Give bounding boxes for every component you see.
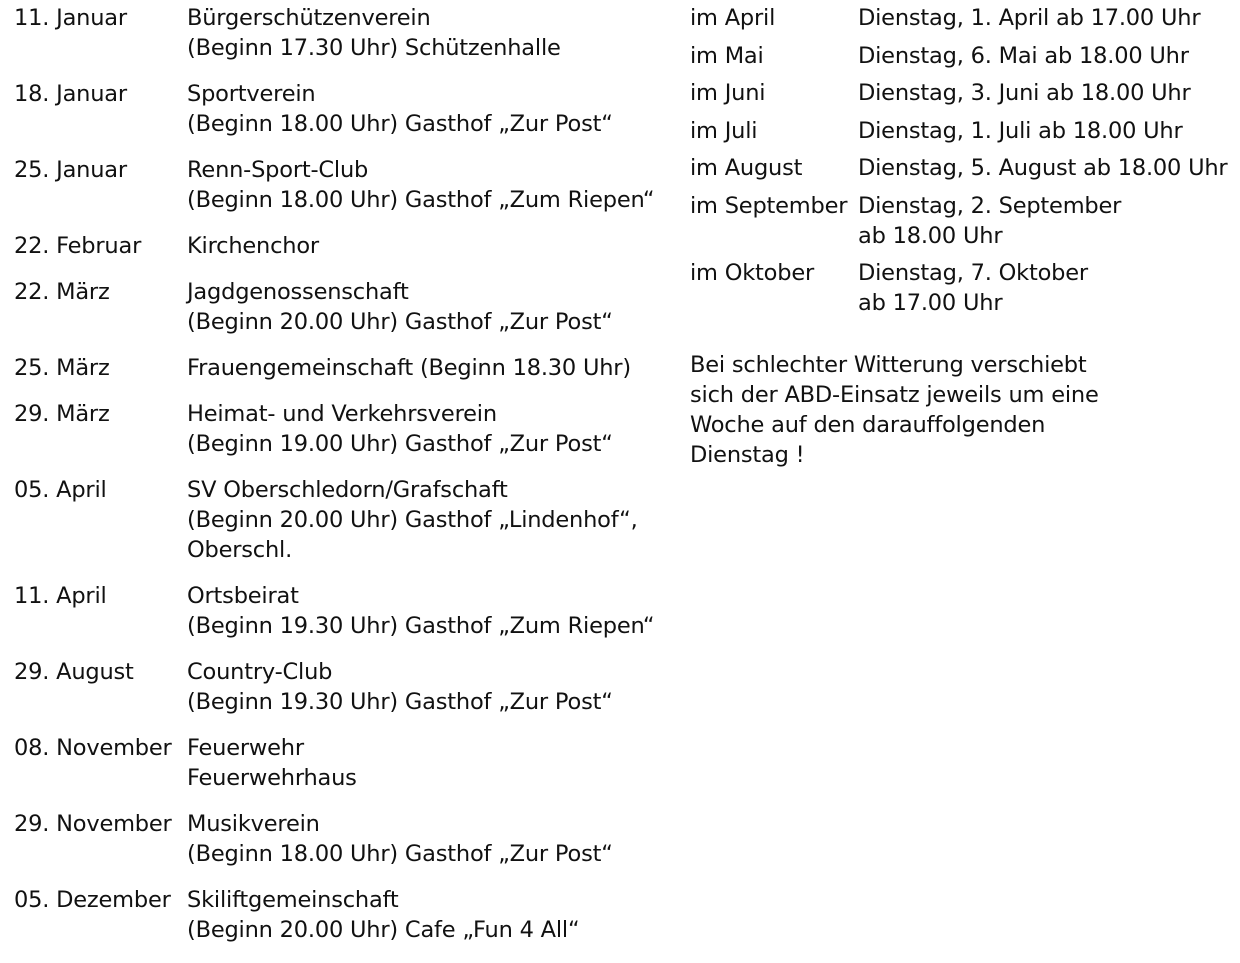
event-line: Bürgerschützenverein [187, 5, 431, 31]
event-date: 08. November [14, 735, 172, 761]
event-line: (Beginn 20.00 Uhr) Cafe „Fun 4 All“ [187, 917, 580, 943]
event-description [187, 733, 674, 793]
schedule-detail [858, 258, 1230, 318]
weather-note-line: Bei schlechter Witterung verschiebt [690, 352, 1087, 378]
schedule-line: ab 18.00 Uhr [858, 222, 1003, 249]
event-date: 22. Februar [14, 233, 142, 259]
schedule-month: im Juni [690, 80, 766, 106]
event-list [14, 3, 674, 961]
event-line: Skiliftgemeinschaft [187, 887, 399, 913]
event-date: 22. März [14, 279, 110, 305]
schedule-row [690, 116, 1230, 146]
schedule-month: im August [690, 155, 803, 181]
schedule-detail [858, 191, 1230, 251]
event-line: SV Oberschledorn/Grafschaft [187, 477, 508, 503]
event-line: Sportverein [187, 81, 316, 107]
event-line: (Beginn 20.00 Uhr) Gasthof „Zur Post“ [187, 309, 613, 335]
event-date: 05. April [14, 477, 107, 503]
event-line: Frauengemeinschaft (Beginn 18.30 Uhr) [187, 355, 631, 381]
event-description [187, 353, 674, 383]
schedule-month: im Mai [690, 42, 764, 69]
schedule-row [690, 41, 1230, 71]
event-date: 11. Januar [14, 5, 127, 31]
event-line: Ortsbeirat [187, 583, 299, 609]
schedule-month: im September [690, 192, 848, 219]
event-line: (Beginn 20.00 Uhr) Gasthof „Lindenhof“, [187, 507, 638, 533]
schedule-detail [858, 41, 1230, 71]
schedule-row [690, 191, 1230, 251]
event-description [187, 885, 674, 945]
event-row [14, 581, 674, 641]
event-date: 11. April [14, 583, 107, 609]
schedule-line: Dienstag, 7. Oktober [858, 260, 1088, 286]
schedule-month: im Juli [690, 117, 758, 144]
event-row [14, 809, 674, 869]
event-row [14, 733, 674, 793]
weather-note-line: Woche auf den darauffolgenden [690, 412, 1046, 438]
event-line: Heimat- und Verkehrsverein [187, 401, 497, 427]
schedule-row [690, 78, 1230, 108]
event-line: Renn-Sport-Club [187, 157, 369, 183]
event-date: 25. März [14, 355, 110, 381]
event-row [14, 155, 674, 215]
event-description [187, 79, 674, 139]
weather-note [690, 350, 1130, 470]
event-description [187, 277, 674, 337]
event-row [14, 3, 674, 63]
event-date: 05. Dezember [14, 887, 171, 913]
event-row [14, 231, 674, 261]
event-line: (Beginn 19.30 Uhr) Gasthof „Zum Riepen“ [187, 613, 655, 639]
event-description [187, 155, 674, 215]
schedule-month: im April [690, 5, 776, 31]
event-description [187, 581, 674, 641]
event-row [14, 885, 674, 945]
event-date: 25. Januar [14, 157, 127, 183]
schedule-line: ab 17.00 Uhr [858, 290, 1003, 316]
event-line: Country-Club [187, 659, 333, 685]
event-line: Feuerwehrhaus [187, 765, 357, 791]
event-line: (Beginn 19.30 Uhr) Gasthof „Zur Post“ [187, 689, 613, 715]
event-row [14, 399, 674, 459]
event-line: (Beginn 18.00 Uhr) Gasthof „Zum Riepen“ [187, 187, 655, 213]
event-line: (Beginn 17.30 Uhr) Schützenhalle [187, 35, 561, 61]
schedule-line: Dienstag, 6. Mai ab 18.00 Uhr [858, 42, 1189, 69]
schedule-line: Dienstag, 1. Juli ab 18.00 Uhr [858, 117, 1183, 144]
event-date: 29. März [14, 401, 110, 427]
event-date: 29. August [14, 659, 134, 685]
event-row [14, 353, 674, 383]
schedule-line: Dienstag, 3. Juni ab 18.00 Uhr [858, 80, 1191, 106]
event-row [14, 79, 674, 139]
event-line: Musikverein [187, 811, 320, 837]
event-row [14, 475, 674, 565]
event-date: 18. Januar [14, 81, 127, 107]
event-line: Feuerwehr [187, 735, 304, 761]
event-description [187, 475, 674, 565]
schedule-detail [858, 3, 1230, 33]
schedule-row [690, 153, 1230, 183]
schedule-detail [858, 153, 1230, 183]
event-line: Jagdgenossenschaft [187, 279, 409, 305]
schedule-line: Dienstag, 5. August ab 18.00 Uhr [858, 155, 1228, 181]
schedule-line: Dienstag, 2. September [858, 192, 1122, 219]
schedule-detail [858, 116, 1230, 146]
event-description [187, 231, 674, 261]
schedule-month: im Oktober [690, 260, 815, 286]
event-description [187, 809, 674, 869]
weather-note-line: sich der ABD-Einsatz jeweils um eine [690, 382, 1099, 408]
abd-schedule [690, 3, 1230, 326]
event-description [187, 399, 674, 459]
event-line: (Beginn 19.00 Uhr) Gasthof „Zur Post“ [187, 431, 613, 457]
event-description [187, 3, 674, 63]
schedule-row [690, 258, 1230, 318]
event-line: (Beginn 18.00 Uhr) Gasthof „Zur Post“ [187, 111, 613, 137]
schedule-detail [858, 78, 1230, 108]
event-row [14, 657, 674, 717]
event-description [187, 657, 674, 717]
schedule-line: Dienstag, 1. April ab 17.00 Uhr [858, 5, 1201, 31]
schedule-row [690, 3, 1230, 33]
event-row [14, 277, 674, 337]
event-line: (Beginn 18.00 Uhr) Gasthof „Zur Post“ [187, 841, 613, 867]
weather-note-line: Dienstag ! [690, 442, 805, 468]
event-date: 29. November [14, 811, 172, 837]
event-line: Oberschl. [187, 537, 293, 563]
event-line: Kirchenchor [187, 233, 319, 259]
